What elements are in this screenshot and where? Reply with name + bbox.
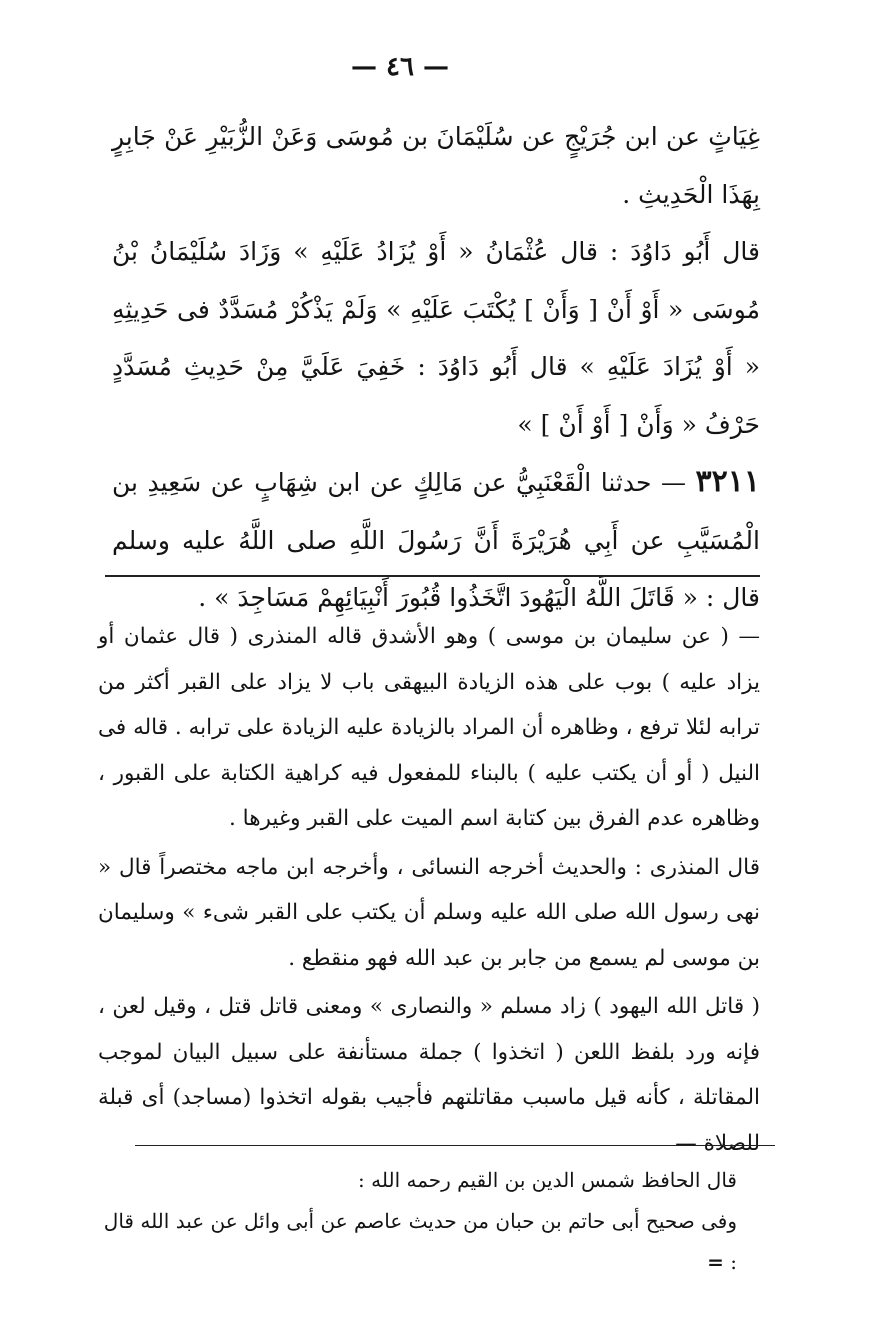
footnote-line-1: قال الحافظ شمس الدين بن القيم رحمه الله : (358, 1168, 737, 1192)
continuation-mark: = (707, 1250, 724, 1274)
page-number: — ٤٦ — (350, 52, 450, 82)
footnote-section (97, 1160, 737, 1283)
hadith-number: ٣٢١١ (695, 464, 760, 499)
commentary-section (98, 614, 760, 1166)
footnote-divider (135, 1145, 775, 1146)
footnote-line-2-text: وفى صحيح أبى حاتم بن حبان من حديث عاصم عن أبى وائل عن عبد الله قال : (103, 1209, 737, 1274)
main-paragraph-3 (112, 453, 760, 627)
main-hadith-text (112, 108, 760, 627)
main-paragraph-1: غِيَاثٍ عن ابن جُرَيْجٍ عن سُلَيْمَانَ بن مُوسَى وَعَنْ الزُّبَيْرِ عَنْ جَابِرٍ بِهَذَا الْحَدِيثِ . (112, 122, 760, 209)
footnote-line-2 (97, 1201, 737, 1283)
hadith-text: — حدثنا الْقَعْنَبِيُّ عن مَالِكٍ عن ابن شِهَابٍ عن سَعِيدِ بن الْمُسَيَّبِ عن أَبِي هُرَيْرَةَ أَنَّ رَسُولَ اللَّهِ صلى اللَّهُ عليه وسلم قال : « قَاتَلَ اللَّهُ الْيَهُودَ اتَّخَذُوا قُبُورَ أَنْبِيَائِهِمْ مَسَاجِدَ » . (112, 468, 760, 612)
section-divider (105, 575, 760, 577)
commentary-paragraph-1: — ( عن سليمان بن موسى ) وهو الأشدق قاله المنذرى ( قال عثمان أو يزاد عليه ) بوب على هذه الزيادة البيهقى باب لا يزاد على القبر أكثر من ترابه لئلا ترفع ، وظاهره أن المراد بالزيادة عليه الزيادة على ترابه . قاله فى النيل ( أو أن يكتب عليه ) بالبناء للمفعول فيه كراهية الكتابة على القبور ، وظاهره عدم الفرق بين كتابة اسم الميت على القبر وغيرها . (98, 624, 760, 831)
commentary-paragraph-2: قال المنذرى : والحديث أخرجه النسائى ، وأخرجه ابن ماجه مختصراً قال « نهى رسول الله صلى الله عليه وسلم أن يكتب على القبر شىء » وسليمان بن موسى لم يسمع من جابر بن عبد الله فهو منقطع . (98, 854, 760, 971)
main-paragraph-2: قال أَبُو دَاوُدَ : قال عُثْمَانُ « أَوْ يُزَادُ عَلَيْهِ » وَزَادَ سُلَيْمَانُ بْنُ مُوسَى « أَوْ أَنْ [ وَأَنْ ] يُكْتَبَ عَلَيْهِ » وَلَمْ يَذْكُرْ مُسَدَّدٌ فى حَدِيثِهِ « أَوْ يُزَادَ عَلَيْهِ » قال أَبُو دَاوُدَ : خَفِيَ عَلَيَّ مِنْ حَدِيثِ مُسَدَّدٍ حَرْفُ « وَأَنْ [ أَوْ أَنْ ] » (112, 237, 760, 439)
commentary-paragraph-3: ( قاتل الله اليهود ) زاد مسلم « والنصارى » ومعنى قاتل قتل ، وقيل لعن ، فإنه ورد بلفظ اللعن ( اتخذوا ) جملة مستأنفة على سبيل البيان لموجب المقاتلة ، كأنه قيل ماسبب مقاتلتهم فأجيب بقوله اتخذوا (مساجد) أى قبلة للصلاة — (98, 994, 760, 1156)
